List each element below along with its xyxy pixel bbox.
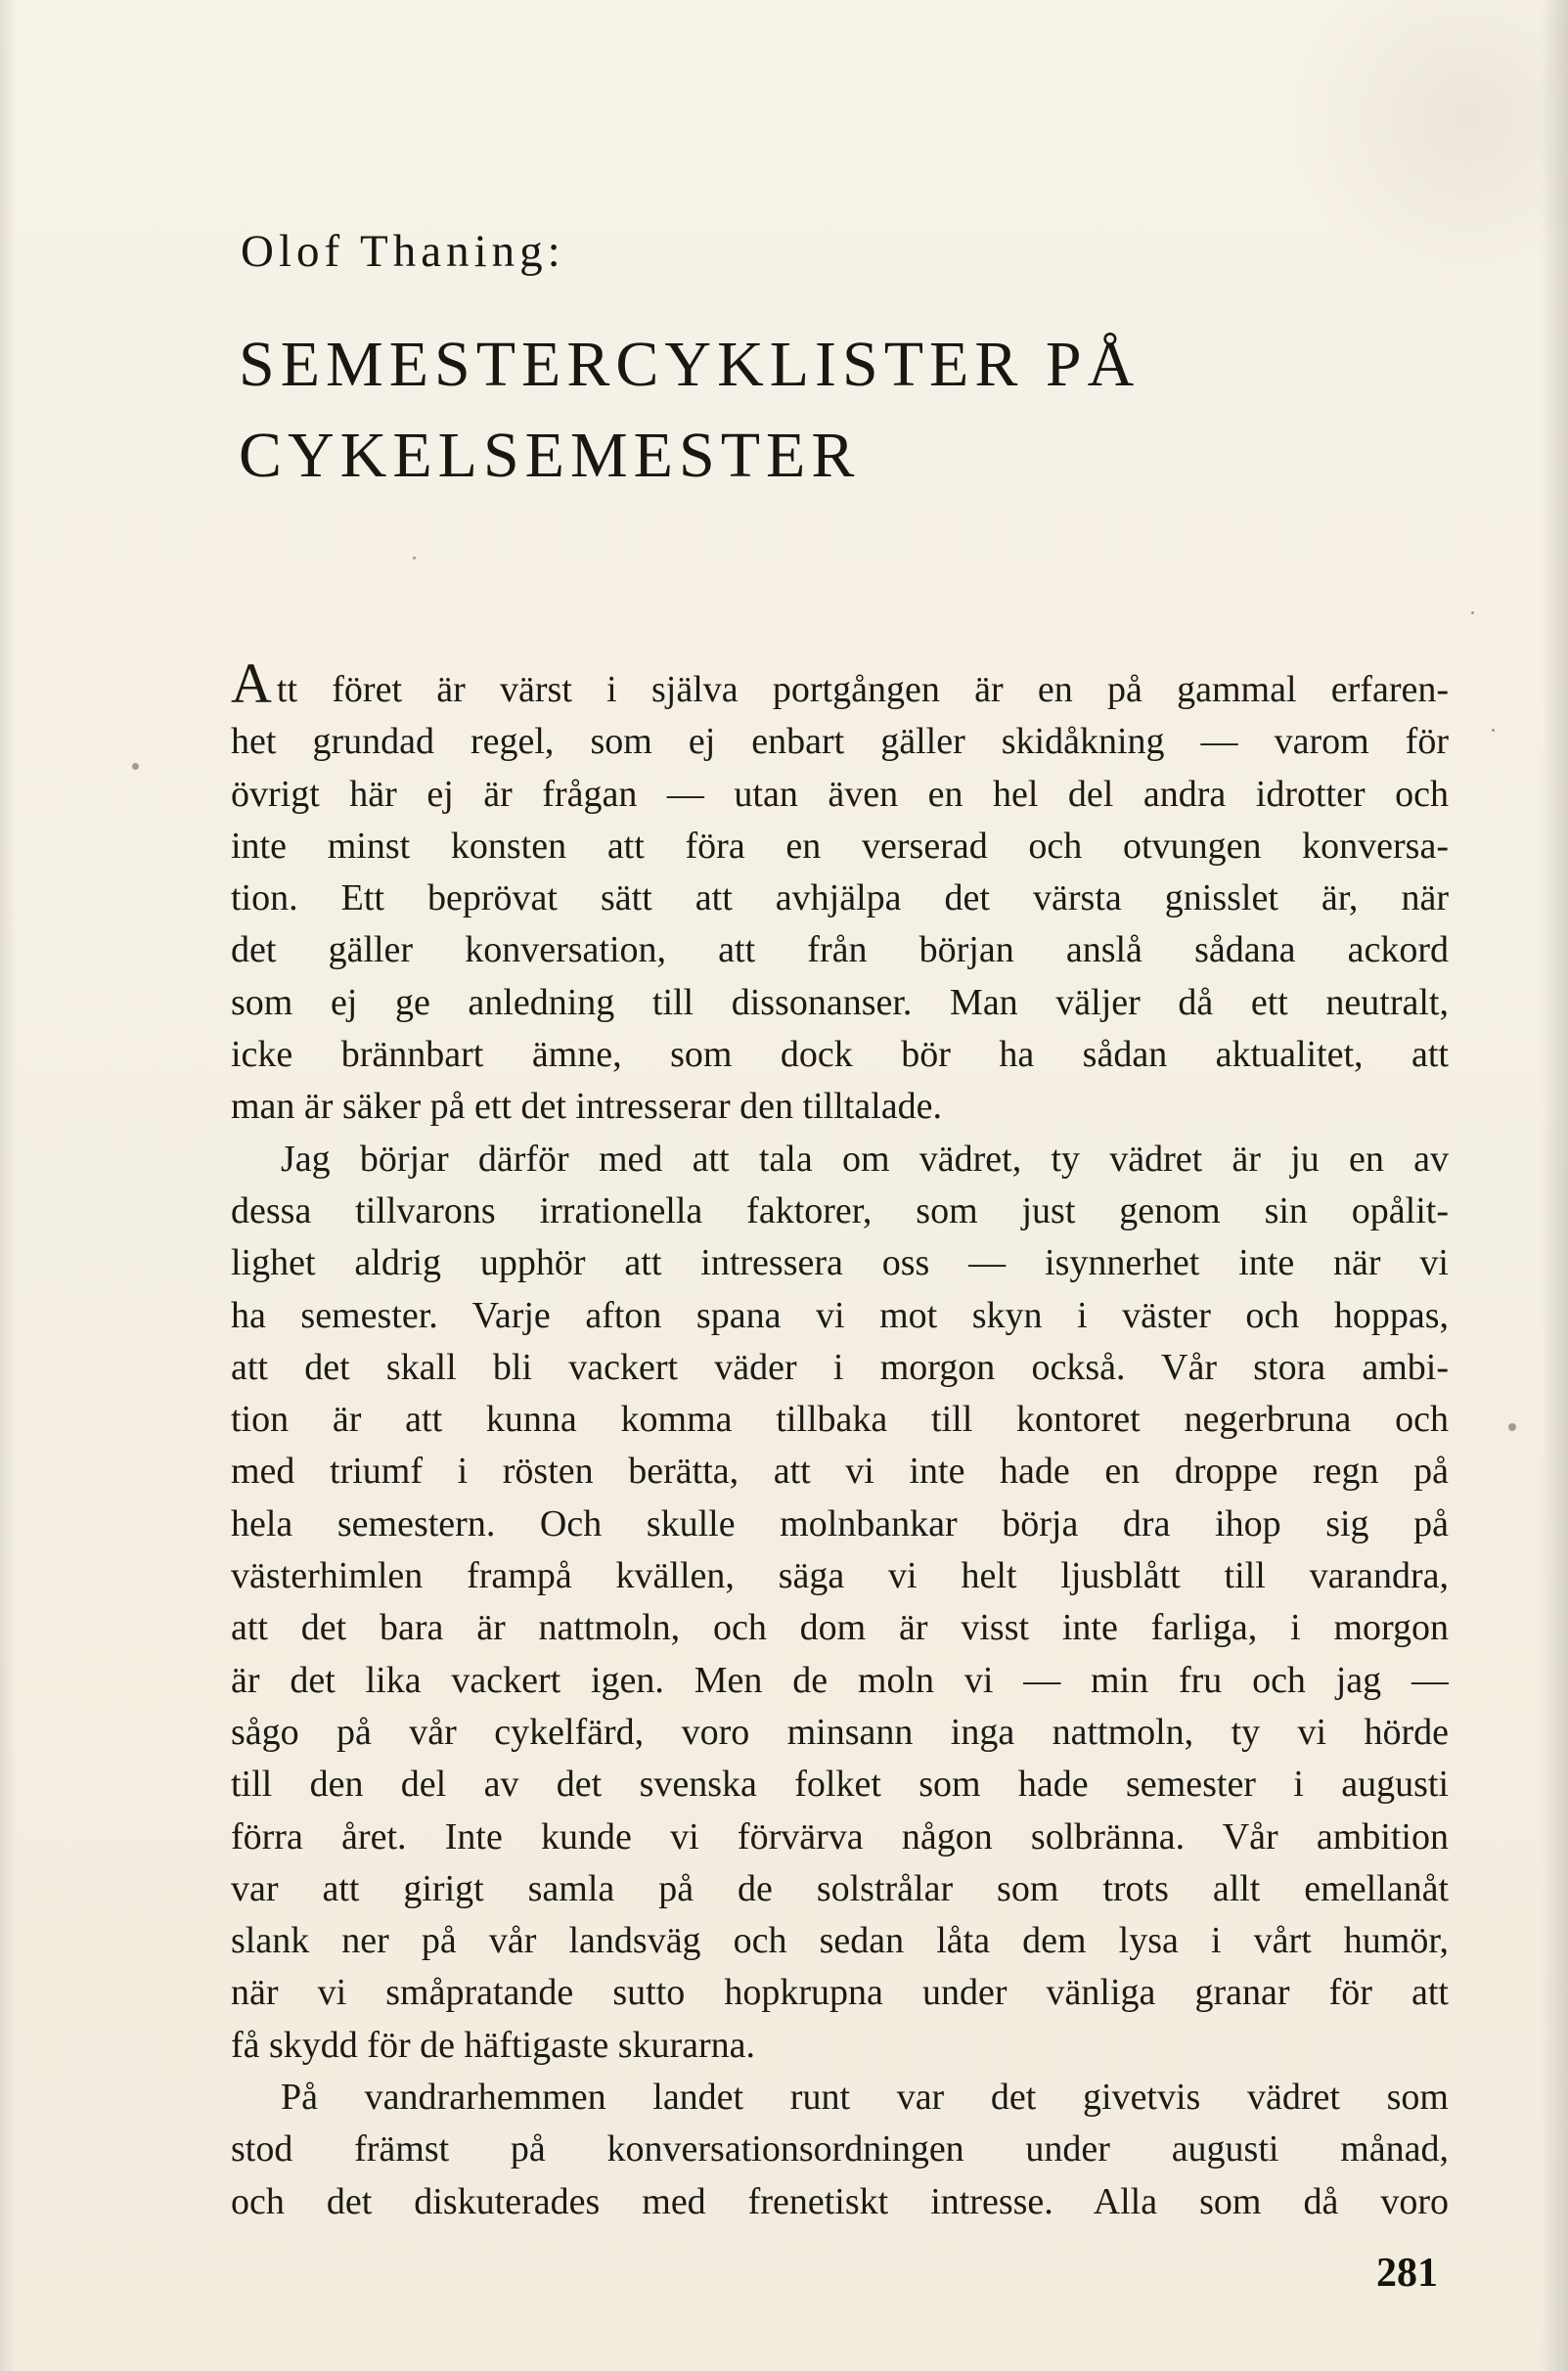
body-line: som ej ge anledning till dissonanser. Man väljer då ett neutralt, xyxy=(231,981,1449,1023)
body-line: att det skall bli vackert väder i morgon också. Vår stora ambi- xyxy=(231,1346,1449,1388)
body-line: det gäller konversation, att från början anslå sådana ackord xyxy=(231,929,1449,971)
body-line: tion är att kunna komma tillbaka till kontoret negerbruna och xyxy=(231,1399,1449,1441)
paper-speck xyxy=(1508,1423,1516,1431)
body-line: och det diskuterades med frenetiskt intresse. Alla som då voro xyxy=(231,2180,1449,2222)
body-line: ha semester. Varje afton spana vi mot skyn i väster och hoppas, xyxy=(231,1294,1449,1336)
drop-cap: A xyxy=(231,655,273,715)
paper-speck xyxy=(1471,611,1474,614)
body-line: med triumf i rösten berätta, att vi inte hade en droppe regn på xyxy=(231,1451,1449,1493)
body-line: lighet aldrig upphör att intressera oss — isynnerhet inte när vi xyxy=(231,1242,1449,1284)
body-line xyxy=(231,655,1449,716)
body-line: var att girigt samla på de solstrålar som trots allt emellanåt xyxy=(231,1867,1449,1909)
body-line: På vandrarhemmen landet runt var det givetvis vädret som xyxy=(281,2077,1449,2119)
page-number: 281 xyxy=(1376,2251,1438,2296)
page-right-shadow xyxy=(1541,0,1568,2371)
author-name: Olof Thaning: xyxy=(241,226,565,277)
body-line: inte minst konsten att föra en verserad och otvungen konversa- xyxy=(231,825,1449,867)
paper-speck xyxy=(1492,729,1495,732)
body-line: få skydd för de häftigaste skurarna. xyxy=(231,2024,756,2066)
body-line: västerhimlen frampå kvällen, säga vi helt ljusblått till varandra, xyxy=(231,1555,1449,1597)
paper-speck xyxy=(132,763,139,770)
article-body xyxy=(231,655,1449,2228)
body-line: förra året. Inte kunde vi förvärva någon solbränna. Vår ambition xyxy=(231,1815,1449,1857)
body-line-text: tt föret är värst i själva portgången är en på gammal erfaren- xyxy=(276,669,1449,710)
paper-speck xyxy=(413,557,416,559)
body-line: Jag börjar därför med att tala om vädret, ty vädret är ju en av xyxy=(281,1138,1449,1180)
body-line: icke brännbart ämne, som dock bör ha sådan aktualitet, att xyxy=(231,1034,1449,1076)
body-line: hela semestern. Och skulle molnbankar börja dra ihop sig på xyxy=(231,1502,1449,1544)
body-line: när vi småpratande sutto hopkrupna under vänliga granar för att xyxy=(231,1972,1449,2014)
body-line: stod främst på konversationsordningen under augusti månad, xyxy=(231,2128,1449,2170)
article-title-line-1: SEMESTERCYKLISTER PÅ xyxy=(239,329,1141,400)
body-line: sågo på vår cykelfärd, voro minsann inga nattmoln, ty vi hörde xyxy=(231,1711,1449,1753)
body-line: är det lika vackert igen. Men de moln vi — min fru och jag — xyxy=(231,1659,1449,1701)
body-line: man är säker på ett det intresserar den tilltalade. xyxy=(231,1086,942,1128)
body-line: dessa tillvarons irrationella faktorer, som just genom sin opålit- xyxy=(231,1189,1449,1231)
body-line: tion. Ett beprövat sätt att avhjälpa det värsta gnisslet är, när xyxy=(231,877,1449,919)
body-line: het grundad regel, som ej enbart gäller skidåkning — varom för xyxy=(231,721,1449,763)
body-line: till den del av det svenska folket som hade semester i augusti xyxy=(231,1764,1449,1806)
body-line: övrigt här ej är frågan — utan även en hel del andra idrotter och xyxy=(231,773,1449,815)
body-line: att det bara är nattmoln, och dom är visst inte farliga, i morgon xyxy=(231,1607,1449,1649)
article-title-line-2: CYKELSEMESTER xyxy=(239,420,861,491)
page-left-shadow xyxy=(0,0,16,2371)
body-line: slank ner på vår landsväg och sedan låta dem lysa i vårt humör, xyxy=(231,1920,1449,1962)
